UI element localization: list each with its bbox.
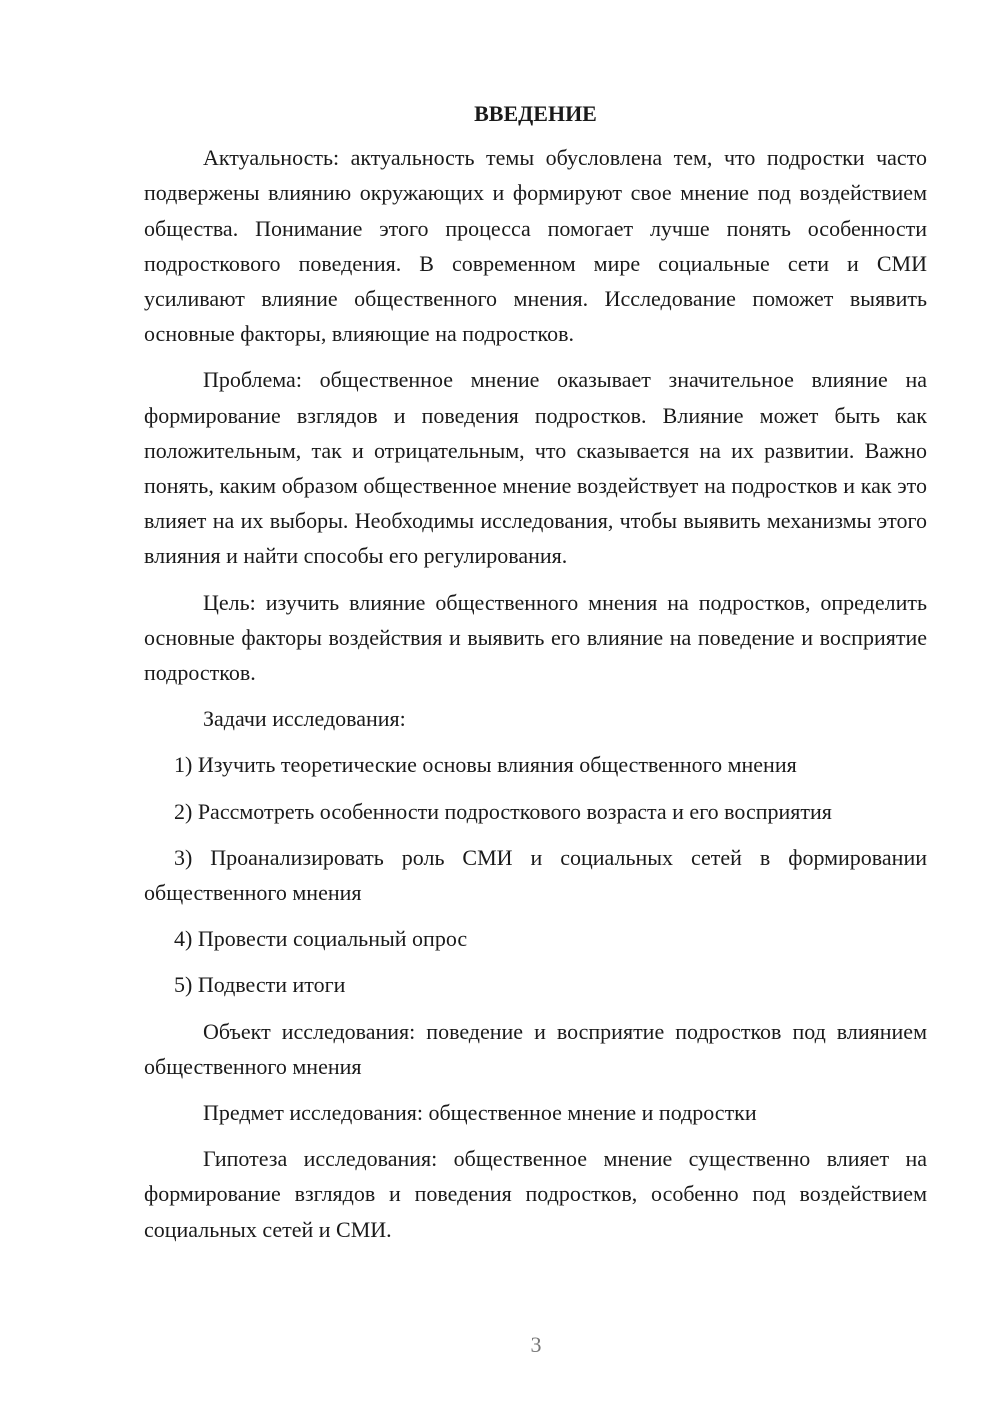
task-item: 1) Изучить теоретические основы влияния общественного мнения xyxy=(174,752,797,778)
subject-paragraph: Предмет исследования: общественное мнение и подростки xyxy=(203,1100,757,1126)
tasks-label: Задачи исследования: xyxy=(203,706,406,732)
task-item: 5) Подвести итоги xyxy=(174,972,346,998)
document-page xyxy=(144,96,927,1258)
goal-paragraph: Цель: изучить влияние общественного мнения на подростков, определить основные факторы воздействия и выявить его влияние на поведение и восприятие подростков. xyxy=(144,589,927,686)
page-number: 3 xyxy=(530,1332,542,1357)
page-title: ВВЕДЕНИЕ xyxy=(474,101,597,126)
hypothesis-paragraph: Гипотеза исследования: общественное мнение существенно влияет на формирование взглядов и поведения подростков, особенно под воздействием социальных сетей и СМИ. xyxy=(144,1146,927,1242)
relevance-paragraph: Актуальность: актуальность темы обусловлена тем, что подростки часто подвержены влиянию окружающих и формируют свое мнение под воздействием общества. Понимание этого процесса помогает лучше понять особенности подросткового поведения. В современном мире социальные сети и СМИ усиливают влияние общественного мнения. Исследование поможет выявить основные факторы, влияющие на подростков. xyxy=(144,145,927,347)
task-item: 3) Проанализировать роль СМИ и социальных сетей в формировании общественного мнения xyxy=(144,844,927,906)
task-item: 4) Провести социальный опрос xyxy=(174,926,468,952)
task-item: 2) Рассмотреть особенности подросткового возраста и его восприятия xyxy=(174,798,832,824)
problem-paragraph: Проблема: общественное мнение оказывает значительное влияние на формирование взглядов и поведения подростков. Влияние может быть как положительным, так и отрицательным, что сказывается на их развитии. Важно понять, каким образом общественное мнение воздействует на подростков и как это влияет на их выборы. Необходимы исследования, чтобы выявить механизмы этого влияния и найти способы его регулирования. xyxy=(144,367,927,569)
object-paragraph: Объект исследования: поведение и восприятие подростков под влиянием общественного мнения xyxy=(144,1018,927,1079)
